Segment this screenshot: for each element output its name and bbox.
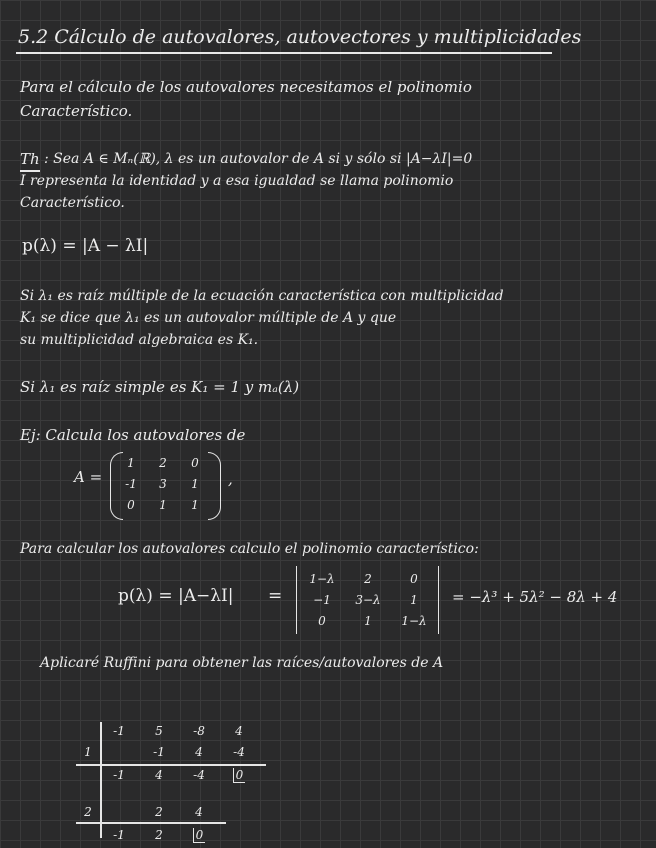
compute-equals: = [268, 586, 283, 606]
char-poly-result: = −λ³ + 5λ² − 8λ + 4 [452, 588, 618, 606]
ruffini-horizontal-line-1 [76, 764, 266, 766]
theorem-underline [20, 170, 40, 172]
matrix-comma: , [228, 470, 233, 488]
multiple-line-3: su multiplicidad algebraica es K₁. [20, 332, 259, 348]
matrix-cell: 1 [191, 498, 199, 512]
matrix-cell: 1 [127, 456, 135, 470]
matrix-cell: 2 [159, 456, 167, 470]
det-cell: 0 [410, 572, 418, 586]
ruffini-coeff: 5 [155, 724, 163, 738]
ruffini-result: -4 [193, 768, 205, 782]
intro-line-1: Para el cálculo de los autovalores necesitamos el polinomio [20, 78, 472, 96]
det-right-bar [438, 566, 439, 634]
intro-line-2: Característico. [20, 102, 133, 120]
ruffini-result: -1 [113, 768, 125, 782]
ruffini-remainder [184, 828, 214, 842]
det-left-bar [296, 566, 297, 634]
theorem-line-2: I representa la identidad y a esa igualdad se llama polinomio [20, 173, 454, 189]
matrix-cell: 0 [127, 498, 135, 512]
example-label: Ej: Calcula los autovalores de [20, 426, 246, 444]
det-cell: 1 [410, 593, 418, 607]
det-cell: 1 [364, 614, 372, 628]
section-title: 5.2 Cálculo de autovalores, autovectores y multiplicidades [18, 26, 582, 48]
ruffini-remainder-value: 0 [193, 828, 206, 843]
ruffini-step: -4 [233, 745, 245, 759]
ruffini-remainder [224, 768, 254, 782]
det-cell: 1−λ [309, 572, 335, 586]
det-cell: 3−λ [355, 593, 381, 607]
multiple-line-1: Si λ₁ es raíz múltiple de la ecuación característica con multiplicidad [20, 288, 504, 304]
ruffini-result: -1 [113, 828, 125, 842]
matrix-a-label: A = [74, 468, 103, 486]
char-poly-formula: p(λ) = |A − λI| [22, 236, 149, 256]
ruffini-remainder-value: 0 [233, 768, 246, 783]
ruffini-result: 2 [155, 828, 163, 842]
ruffini-coeff: -8 [193, 724, 205, 738]
compute-lhs: p(λ) = |A−λI| [118, 586, 234, 606]
ruffini-step: 2 [155, 805, 163, 819]
matrix-cell: -1 [125, 477, 137, 491]
matrix-cell: 3 [159, 477, 167, 491]
ruffini-result: 4 [155, 768, 163, 782]
ruffini-caption: Aplicaré Ruffini para obtener las raíces/autovalores de A [40, 655, 444, 671]
ruffini-coeff: -1 [113, 724, 125, 738]
det-cell: −1 [313, 593, 331, 607]
theorem-line-3: Característico. [20, 195, 125, 211]
det-cell: 2 [364, 572, 372, 586]
det-cell: 1−λ [401, 614, 427, 628]
theorem-label: Th [20, 150, 40, 168]
ruffini-step: 4 [195, 745, 203, 759]
simple-root-line: Si λ₁ es raíz simple es K₁ = 1 y mₐ(λ) [20, 378, 300, 396]
ruffini-horizontal-line-2 [76, 822, 226, 824]
title-underline [16, 52, 552, 54]
ruffini-root-2: 2 [84, 805, 92, 819]
matrix-cell: 0 [191, 456, 199, 470]
matrix-cell: 1 [159, 498, 167, 512]
ruffini-step: -1 [153, 745, 165, 759]
ruffini-vertical-line [100, 722, 102, 838]
ruffini-step: 4 [195, 805, 203, 819]
compute-line: Para calcular los autovalores calculo el polinomio característico: [20, 541, 479, 557]
matrix-cell: 1 [191, 477, 199, 491]
theorem-line-1: : Sea A ∈ Mₙ(ℝ), λ es un autovalor de A si y sólo si |A−λI|=0 [44, 151, 473, 167]
ruffini-coeff: 4 [235, 724, 243, 738]
det-cell: 0 [318, 614, 326, 628]
multiple-line-2: K₁ se dice que λ₁ es un autovalor múltiple de A y que [20, 310, 397, 326]
ruffini-root-1: 1 [84, 745, 92, 759]
